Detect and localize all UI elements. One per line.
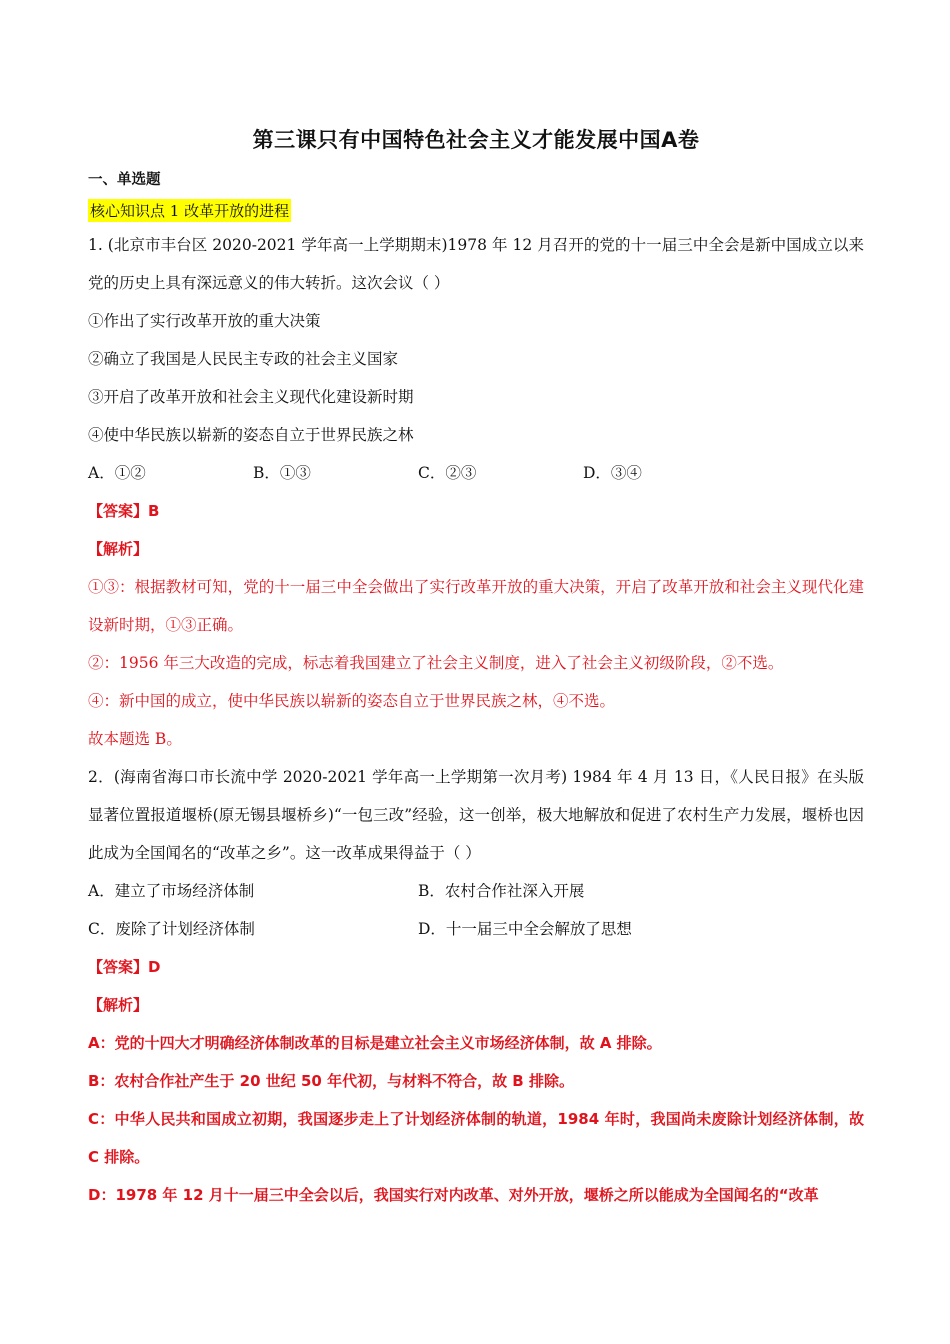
- knowledge-point-highlight: 核心知识点 1 改革开放的进程: [88, 199, 291, 222]
- section-heading: 一、单选题: [88, 172, 161, 188]
- question-2-option-b: B．农村合作社深入开展: [418, 882, 585, 900]
- question-2-option-d: D．十一届三中全会解放了思想: [418, 920, 632, 938]
- question-2-stem: 2．(海南省海口市长流中学 2020-2021 学年高一上学期第一次月考) 1984 年 4 月 13 日，《人民日报》在头版显著位置报道堰桥(原无锡县堰桥乡)“一包三改”经验，这一创举，极大地解放和促进了农村生产力发展，堰桥也因此成为全国闻名的“改革之乡”。这一改革成果得益于（ ）: [88, 768, 864, 862]
- question-2-analysis-label: 【解析】: [88, 996, 149, 1014]
- question-1-item-3: ③开启了改革开放和社会主义现代化建设新时期: [88, 388, 414, 406]
- question-2-analysis-4: D：1978 年 12 月十一届三中全会以后，我国实行对内改革、对外开放，堰桥之所以能成为全国闻名的“改革: [88, 1186, 819, 1204]
- question-2-analysis-2: B：农村合作社产生于 20 世纪 50 年代初，与材料不符合，故 B 排除。: [88, 1072, 574, 1090]
- question-1-answer: 【答案】B: [88, 502, 160, 520]
- question-1-item-4: ④使中华民族以崭新的姿态自立于世界民族之林: [88, 426, 414, 444]
- question-1-analysis-1: ①③：根据教材可知，党的十一届三中全会做出了实行改革开放的重大决策，开启了改革开放和社会主义现代化建设新时期，①③正确。: [88, 578, 864, 634]
- question-1-item-1: ①作出了实行改革开放的重大决策: [88, 312, 321, 330]
- page-title: 第三课只有中国特色社会主义才能发展中国A卷: [252, 128, 700, 152]
- question-1-option-c: C．②③: [418, 464, 477, 482]
- question-2-option-a: A．建立了市场经济体制: [88, 882, 255, 900]
- question-2-analysis-1: A：党的十四大才明确经济体制改革的目标是建立社会主义市场经济体制，故 A 排除。: [88, 1034, 662, 1052]
- question-1-analysis-2: ②：1956 年三大改造的完成，标志着我国建立了社会主义制度，进入了社会主义初级阶段，②不选。: [88, 654, 784, 672]
- question-1-item-2: ②确立了我国是人民民主专政的社会主义国家: [88, 350, 399, 368]
- question-2-option-c: C．废除了计划经济体制: [88, 920, 255, 938]
- question-2-options-row-2: [88, 910, 864, 948]
- question-1-analysis-3: ④：新中国的成立，使中华民族以崭新的姿态自立于世界民族之林，④不选。: [88, 692, 616, 710]
- question-1-option-d: D．③④: [583, 464, 642, 482]
- question-1-options: [88, 454, 864, 492]
- question-1-option-a: A．①②: [88, 464, 146, 482]
- question-2-analysis-3: C：中华人民共和国成立初期，我国逐步走上了计划经济体制的轨道，1984 年时，我国尚未废除计划经济体制，故 C 排除。: [88, 1110, 864, 1166]
- question-1-option-b: B．①③: [253, 464, 311, 482]
- question-1-analysis-label: 【解析】: [88, 540, 149, 558]
- question-2-options-row-1: [88, 872, 864, 910]
- question-1-stem: 1. (北京市丰台区 2020-2021 学年高一上学期期末)1978 年 12 月召开的党的十一届三中全会是新中国成立以来党的历史上具有深远意义的伟大转折。这次会议（ ）: [88, 236, 864, 292]
- question-2-answer: 【答案】D: [88, 958, 161, 976]
- question-1-analysis-4: 故本题选 B。: [88, 730, 182, 748]
